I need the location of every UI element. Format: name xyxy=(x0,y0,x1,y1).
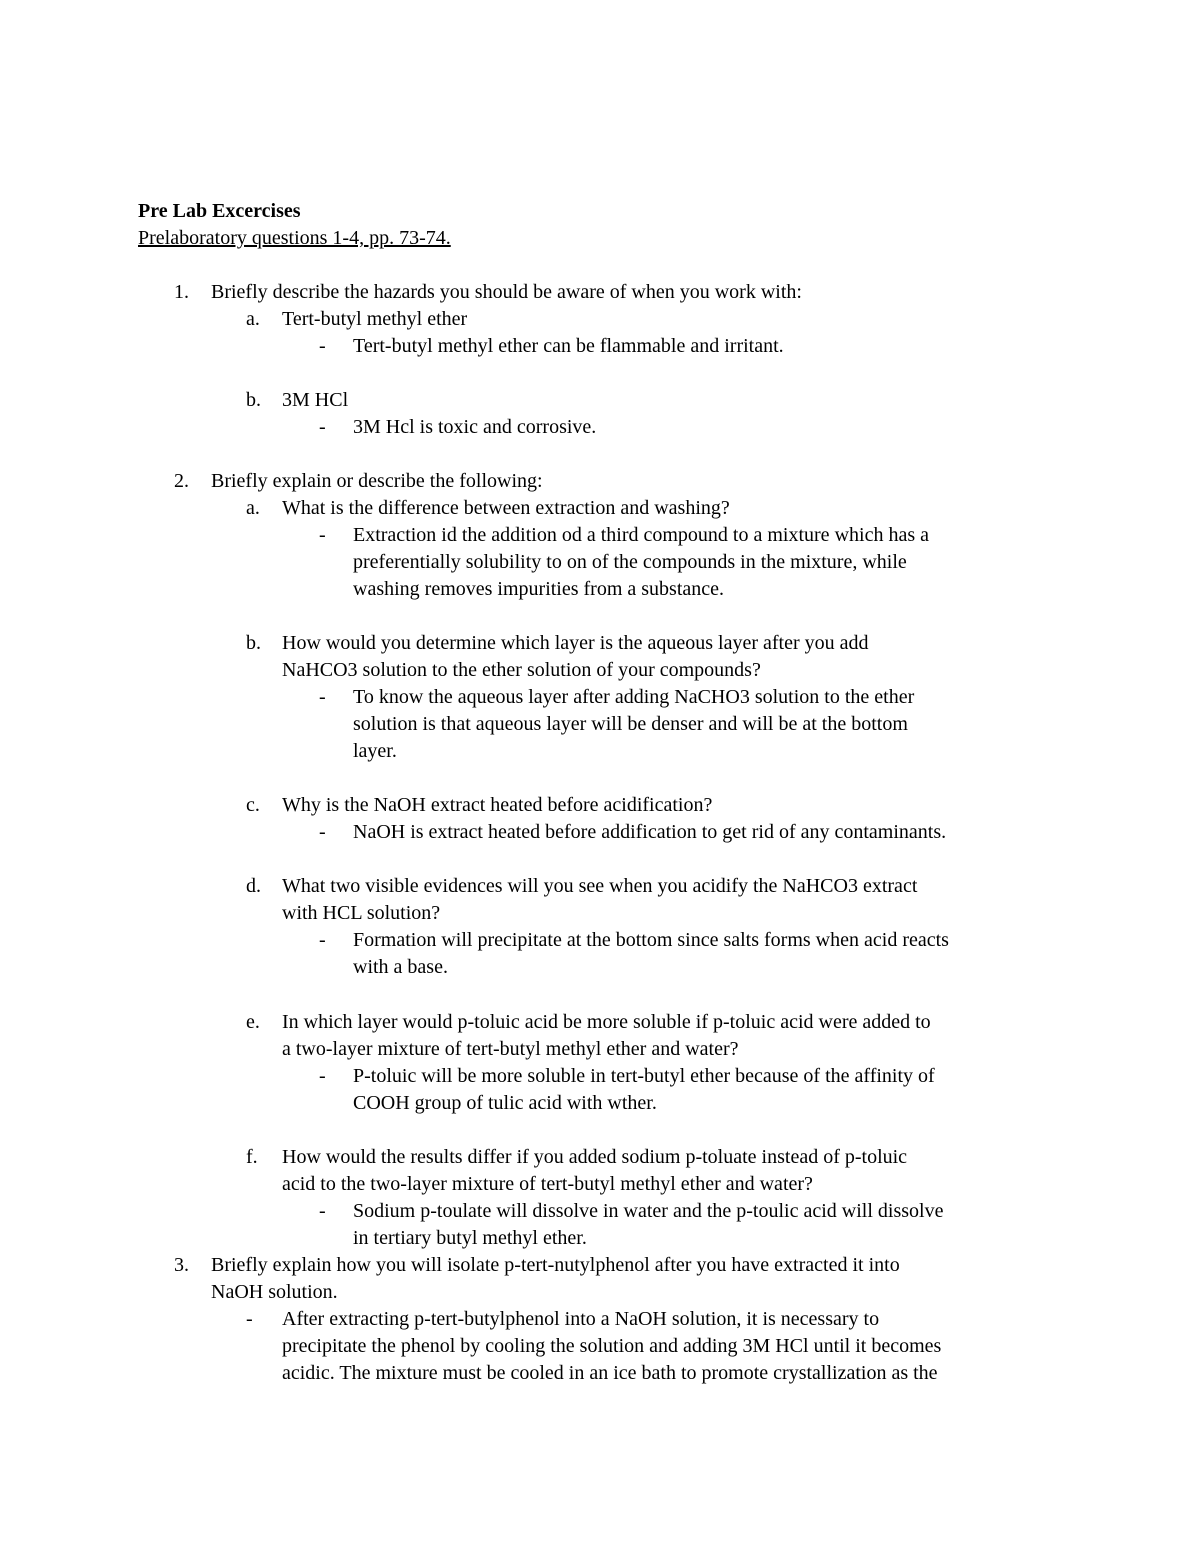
q2f-answer-line: Sodium p-toulate will dissolve in water and the p-toulic acid will dissolve xyxy=(353,1200,944,1222)
q2a-label: a. xyxy=(246,497,260,519)
q1b-answer: 3M Hcl is toxic and corrosive. xyxy=(353,416,597,438)
q2c-label: c. xyxy=(246,794,260,816)
q2e-answer-line: COOH group of tulic acid with wther. xyxy=(353,1092,657,1114)
q3-answer-line: acidic. The mixture must be cooled in an ice bath to promote crystallization as the xyxy=(282,1362,938,1384)
q2b-dash: - xyxy=(319,686,326,708)
q2b-answer-line: To know the aqueous layer after adding NaCHO3 solution to the ether xyxy=(353,686,915,708)
q2a-answer-line: washing removes impurities from a substance. xyxy=(353,578,725,600)
q1b-text: 3M HCl xyxy=(282,389,349,411)
q1a-answer: Tert-butyl methyl ether can be flammable and irritant. xyxy=(353,335,784,357)
q2d-answer-line: Formation will precipitate at the bottom since salts forms when acid reacts xyxy=(353,929,949,951)
q2-number: 2. xyxy=(174,470,189,492)
q1a-dash: - xyxy=(319,335,326,357)
page-title: Pre Lab Excercises xyxy=(138,200,301,222)
q2a-answer-line: Extraction id the addition od a third compound to a mixture which has a xyxy=(353,524,929,546)
q1b-label: b. xyxy=(246,389,261,411)
q2b-label: b. xyxy=(246,632,261,654)
q1b-dash: - xyxy=(319,416,326,438)
q3-answer-line: After extracting p-tert-butylphenol into a NaOH solution, it is necessary to xyxy=(282,1308,880,1330)
q2f-answer-line: in tertiary butyl methyl ether. xyxy=(353,1227,587,1249)
q2f-text-line: acid to the two-layer mixture of tert-butyl methyl ether and water? xyxy=(282,1173,813,1195)
q3-dash: - xyxy=(246,1308,253,1330)
q2a-text: What is the difference between extraction and washing? xyxy=(282,497,730,519)
q2a-answer-line: preferentially solubility to on of the compounds in the mixture, while xyxy=(353,551,907,573)
q2c-text: Why is the NaOH extract heated before acidification? xyxy=(282,794,713,816)
page-subtitle: Prelaboratory questions 1-4, pp. 73-74. xyxy=(138,227,451,249)
q2d-text-line: What two visible evidences will you see when you acidify the NaHCO3 extract xyxy=(282,875,918,897)
q2-text: Briefly explain or describe the following: xyxy=(211,470,543,492)
q1-number: 1. xyxy=(174,281,189,303)
q3-number: 3. xyxy=(174,1254,189,1276)
q1-text: Briefly describe the hazards you should be aware of when you work with: xyxy=(211,281,802,303)
q2e-dash: - xyxy=(319,1065,326,1087)
q1a-label: a. xyxy=(246,308,260,330)
q2d-dash: - xyxy=(319,929,326,951)
q2e-answer-line: P-toluic will be more soluble in tert-butyl ether because of the affinity of xyxy=(353,1065,935,1087)
q2f-dash: - xyxy=(319,1200,326,1222)
q3-text-line: Briefly explain how you will isolate p-tert-nutylphenol after you have extracted it into xyxy=(211,1254,900,1276)
q2c-dash: - xyxy=(319,821,326,843)
q2e-text-line: In which layer would p-toluic acid be more soluble if p-toluic acid were added to xyxy=(282,1011,931,1033)
q3-text-line: NaOH solution. xyxy=(211,1281,338,1303)
q2a-dash: - xyxy=(319,524,326,546)
q2d-answer-line: with a base. xyxy=(353,956,448,978)
q2f-label: f. xyxy=(246,1146,258,1168)
q2d-text-line: with HCL solution? xyxy=(282,902,441,924)
q2b-answer-line: solution is that aqueous layer will be denser and will be at the bottom xyxy=(353,713,908,735)
q3-answer-line: precipitate the phenol by cooling the solution and adding 3M HCl until it becomes xyxy=(282,1335,942,1357)
q2f-text-line: How would the results differ if you added sodium p-toluate instead of p-toluic xyxy=(282,1146,908,1168)
q2d-label: d. xyxy=(246,875,261,897)
q2e-text-line: a two-layer mixture of tert-butyl methyl ether and water? xyxy=(282,1038,739,1060)
q2b-answer-line: layer. xyxy=(353,740,397,762)
q2c-answer: NaOH is extract heated before addification to get rid of any contaminants. xyxy=(353,821,947,843)
q2b-text-line: NaHCO3 solution to the ether solution of your compounds? xyxy=(282,659,761,681)
q1a-text: Tert-butyl methyl ether xyxy=(282,308,468,330)
q2b-text-line: How would you determine which layer is the aqueous layer after you add xyxy=(282,632,869,654)
q2e-label: e. xyxy=(246,1011,260,1033)
